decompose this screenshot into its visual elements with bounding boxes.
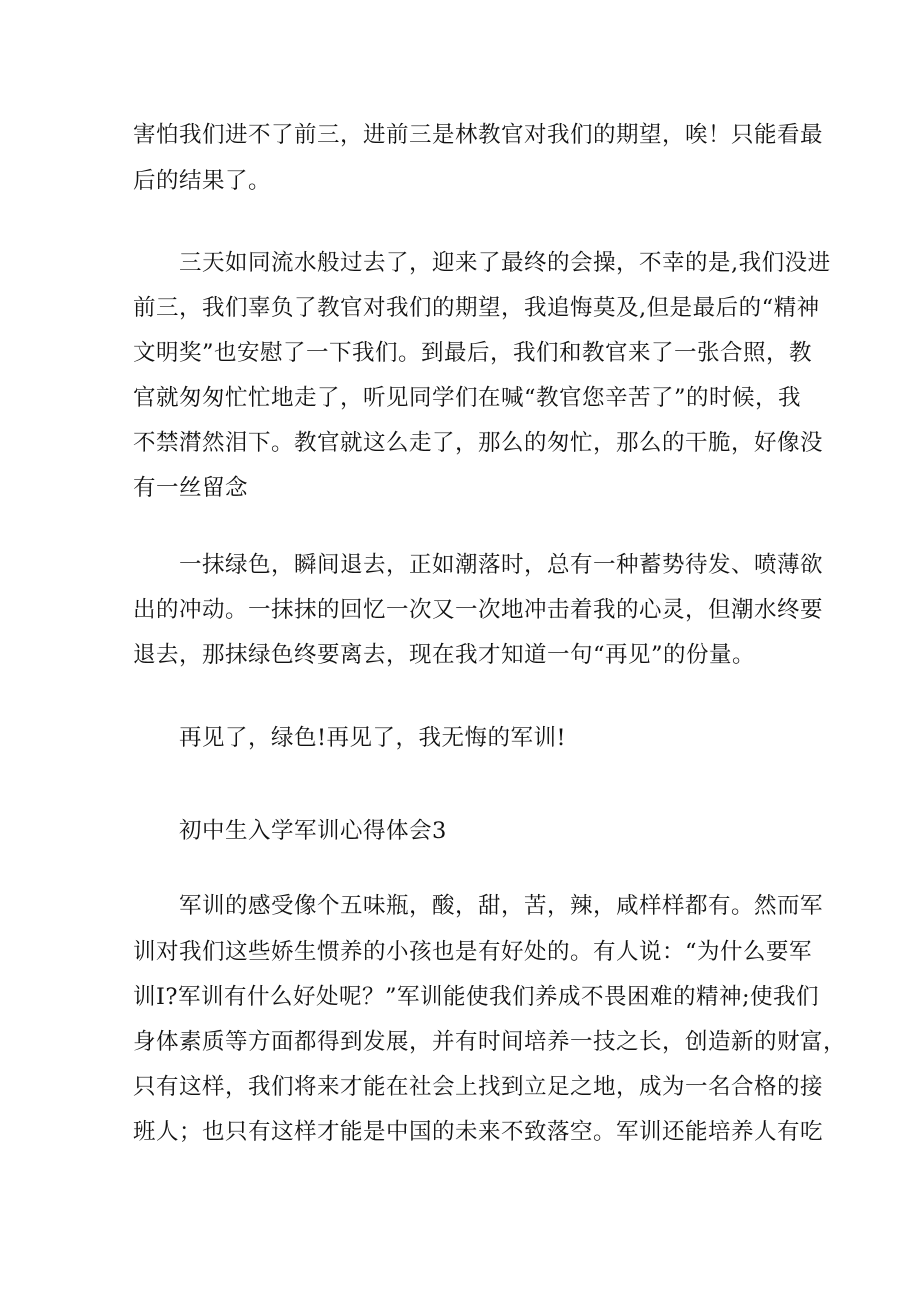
paragraph-4-line-1: 再见了，绿色!再见了，我无悔的军训!	[179, 725, 567, 751]
paragraph-2-line-5: 不禁潸然泪下。教官就这么走了，那么的匆忙，那么的干脆，好像没	[133, 430, 824, 456]
paragraph-6-line-3: 训I?军训有什么好处呢？”军训能使我们养成不畏困难的精神;使我们	[133, 984, 820, 1010]
paragraph-6-line-1: 军训的感受像个五味瓶，酸，甜，苦，辣，咸样样都有。然而军	[179, 893, 824, 919]
paragraph-1-line-2: 后的结果了。	[133, 168, 272, 194]
paragraph-2-line-1: 三天如同流水般过去了，迎来了最终的会操，不幸的是,我们没进	[179, 250, 831, 276]
paragraph-6-line-2: 训对我们这些娇生惯养的小孩也是有好处的。有人说：“为什么要军	[133, 939, 813, 965]
paragraph-2-line-2: 前三，我们辜负了教官对我们的期望，我追悔莫及,但是最后的“精神	[133, 295, 820, 321]
section-heading: 初中生入学军训心得体会3	[179, 818, 447, 844]
paragraph-6-line-6: 班人；也只有这样才能是中国的未来不致落空。军训还能培养人有吃	[133, 1119, 824, 1145]
paragraph-3-line-2: 出的冲动。一抹抹的回忆一次又一次地冲击着我的心灵，但潮水终要	[133, 597, 824, 623]
paragraph-3-line-3: 退去，那抹绿色终要离去，现在我才知道一句“再见”的份量。	[133, 642, 756, 668]
paragraph-6-line-4: 身体素质等方面都得到发展，并有时间培养一技之长，创造新的财富，	[133, 1029, 847, 1055]
paragraph-2-line-3: 文明奖”也安慰了一下我们。到最后，我们和教官来了一张合照，教	[133, 340, 813, 366]
paragraph-2-line-4: 官就匆匆忙忙地走了，听见同学们在喊“教官您辛苦了”的时候，我	[133, 385, 802, 411]
paragraph-6-line-5: 只有这样，我们将来才能在社会上找到立足之地，成为一名合格的接	[133, 1074, 824, 1100]
paragraph-2-line-6: 有一丝留念	[133, 475, 249, 501]
paragraph-3-line-1: 一抹绿色，瞬间退去，正如潮落时，总有一种蓄势待发、喷薄欲	[179, 552, 824, 578]
paragraph-1-line-1: 害怕我们进不了前三，进前三是林教官对我们的期望，唉！只能看最	[133, 122, 824, 148]
